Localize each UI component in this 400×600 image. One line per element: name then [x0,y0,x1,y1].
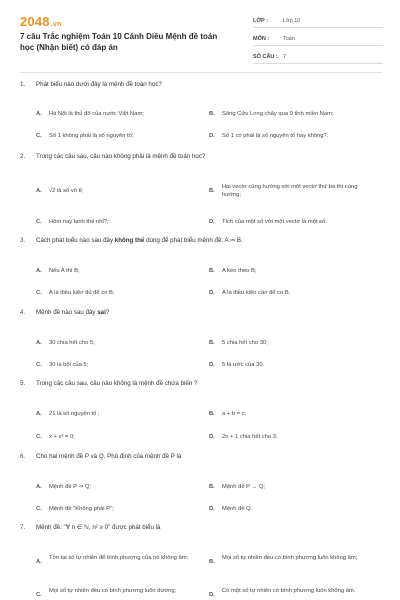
option-letter: B. [209,411,215,417]
option-text: Hôm nay lạnh thế nhỉ?; [49,219,109,225]
option-b[interactable] [209,267,385,275]
option-a[interactable] [36,554,196,566]
meta-row-class [253,14,383,28]
meta-value: Lớp 10 [283,17,301,24]
document-title: 7 câu Trắc nghiệm Toán 10 Cánh Diều Mệnh đề toán học (Nhận biết) có đáp án [20,32,218,52]
question-text: Cho hai mệnh đề P và Q. Phủ định của mệnh đề P là [36,453,182,460]
question-text-part: Mệnh đề nào sau đây [36,309,98,316]
option-b[interactable] [209,183,385,199]
option-letter: C. [36,592,42,598]
option-text: x + x³ = 0; [49,434,75,440]
question-emphasis: sai [97,309,106,316]
header [0,0,400,70]
option-letter: C. [36,219,42,225]
option-text: Mệnh đề P → Q; [222,484,266,490]
option-b[interactable] [209,410,385,418]
meta-label: LỚP : [253,17,268,24]
question-number: 1. [20,81,26,88]
option-letter: A. [36,559,42,565]
option-text: 21 là số nguyên tố ; [49,411,100,417]
option-b[interactable] [209,554,385,566]
question-1 [20,80,382,139]
option-text: Mệnh đề P ⇒ Q; [49,484,92,490]
meta-value: Toán [283,35,295,42]
option-letter: B. [209,188,215,194]
meta-label: SỐ CÂU : [253,53,278,60]
meta-label: MÔN : [253,35,270,42]
option-d[interactable] [209,433,385,441]
option-a[interactable] [36,483,196,491]
option-text: Số 1 có phải là số nguyên tố hay không?. [222,133,329,139]
option-text: Tích của một số với một vectơ là một số. [222,219,327,225]
option-d[interactable] [209,587,385,599]
option-text: 5 chia hết cho 30; [222,340,268,346]
option-text: Mệnh đề "Không phải P"; [49,506,114,512]
option-letter: A. [36,484,42,490]
option-letter: C. [36,506,42,512]
question-text-part: ? [105,309,110,316]
option-text: Sông Cửu Long chảy qua 9 tỉnh miền Nam; [222,111,334,117]
option-d[interactable] [209,289,385,297]
question-emphasis: không thể [114,237,145,244]
option-a[interactable] [36,110,196,118]
logo-main: 2048 [20,14,50,29]
option-a[interactable] [36,267,196,275]
option-text: A là điều kiện đủ để có B; [49,290,115,296]
option-text: Hà Nội là thủ đô của nước Việt Nam; [49,111,144,117]
question-text: Phát biểu nào dưới đây là mệnh đề toán học? [36,81,162,88]
option-letter: C. [36,133,42,139]
option-text: 30 là bội của 5; [49,362,89,368]
option-letter: D. [209,219,215,225]
option-c[interactable] [36,289,196,297]
question-number: 6. [20,453,26,460]
option-letter: D. [209,290,215,296]
option-text: Mệnh đề Q. [222,506,253,512]
option-d[interactable] [209,132,385,140]
option-text: 5 là ước của 30. [222,362,265,368]
question-5 [20,379,382,440]
question-text-part: dùng để phát biểu mệnh đề: A ⇒ B. [144,237,243,244]
option-letter: B. [209,340,215,346]
option-letter: D. [209,434,215,440]
meta-row-subject [253,32,383,46]
option-c[interactable] [36,218,196,226]
question-6 [20,452,382,512]
question-3 [20,236,382,296]
option-letter: D. [209,506,215,512]
meta-box [253,14,383,68]
option-letter: B. [209,111,215,117]
option-text: 2n + 1 chia hết cho 3. [222,434,278,440]
question-number: 2. [20,153,26,160]
meta-row-count [253,50,383,64]
option-c[interactable] [36,587,196,599]
question-2 [20,152,382,225]
option-text: Nếu A thì B; [49,268,80,274]
site-logo[interactable] [20,14,61,29]
question-text [36,236,243,245]
question-number: 7. [20,524,26,531]
option-letter: A. [36,340,42,346]
option-a[interactable] [36,410,196,418]
option-letter: A. [36,111,42,117]
option-text: Mọi số tự nhiên đều có bình phương luôn dương; [49,588,177,594]
question-number: 4. [20,309,26,316]
option-d[interactable] [209,361,385,369]
question-text: Trong các câu sau, câu nào không phải là mệnh đề toán học? [36,153,206,160]
question-text: Trong các câu sau, câu nào không là mệnh đề chứa biến ? [36,380,198,387]
option-letter: B. [209,268,215,274]
option-letter: C. [36,434,42,440]
option-text: 30 chia hết cho 5; [49,340,95,346]
option-d[interactable] [209,505,385,513]
option-letter: C. [36,290,42,296]
option-b[interactable] [209,483,385,491]
option-c[interactable] [36,361,196,369]
option-letter: A. [36,188,42,194]
question-text-part: Cách phát biểu nào sau đây [36,237,115,244]
option-text: √2 là số vô tỉ; [49,188,84,194]
option-letter: B. [209,484,215,490]
question-text [36,308,109,317]
option-text: a + b = c; [222,411,247,417]
option-b[interactable] [209,110,385,118]
option-letter: D. [209,133,215,139]
option-letter: A. [36,411,42,417]
option-text: Số 1 không phải là số nguyên tố; [49,133,134,139]
option-text: Có một số tự nhiên có bình phương luôn không âm. [222,588,356,594]
option-letter: A. [36,268,42,274]
option-text: Hai vectơ cùng hướng với một vectơ thứ ba thì cùng hướng; [222,184,358,198]
question-number: 3. [20,237,26,244]
option-text: A là điều kiện cần để có B. [222,290,291,296]
option-letter: B. [209,559,215,565]
option-text: Tồn tại số tự nhiên để bình phương của nó không âm; [49,555,189,561]
option-c[interactable] [36,132,196,140]
option-b[interactable] [209,339,385,347]
question-7 [20,523,382,598]
option-a[interactable] [36,339,196,347]
option-letter: D. [209,592,215,598]
option-a[interactable] [36,187,196,195]
question-4 [20,308,382,368]
option-letter: D. [209,362,215,368]
option-text: Mọi số tự nhiên đều có bình phương luôn không âm; [222,555,358,561]
question-number: 5. [20,380,26,387]
header-divider [20,72,382,73]
option-d[interactable] [209,218,385,226]
logo-tld: .vn [50,21,62,28]
option-c[interactable] [36,433,196,441]
meta-value: 7 [283,53,287,60]
option-text: A kéo theo B; [222,268,257,274]
question-text: Mệnh đề: "∀ n ∈ ℕ, n² ≥ 0" được phát biểu là [36,524,161,531]
option-letter: C. [36,362,42,368]
option-c[interactable] [36,505,196,513]
